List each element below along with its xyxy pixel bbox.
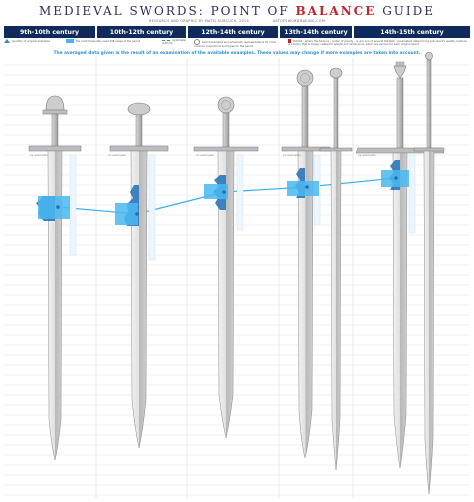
sword-14th-15th-a-blade: [393, 153, 407, 468]
sample-count-12th-14th: xx examples: [196, 153, 214, 157]
sample-count-9th-10th: xx examples: [30, 153, 48, 157]
sword-14th-15th-b-pommel: [426, 52, 433, 60]
sword-9th-10th-pommel: [46, 96, 64, 110]
sample-count-14th-15th: xx examples: [358, 153, 376, 157]
century-header-10th-12th: 10th-12th century: [97, 26, 186, 38]
sample-count-13th-14th: xx examples: [283, 153, 301, 157]
sword-13th-14th-century-a: [282, 70, 330, 458]
pob-range-13th-14th: [287, 181, 319, 196]
sample-count-10th-12th: xx examples: [108, 153, 126, 157]
sword-13th-14th-b-pommel: [330, 68, 342, 78]
sword-12th-14th-century: [194, 97, 258, 438]
sword-13th-14th-a-pommel: [297, 70, 313, 86]
credit-author: RESEARCH AND GRAPHIC BY MATEJ KURCUCH, 2019: [149, 19, 249, 23]
century-header-12th-14th: 12th-14th century: [188, 26, 278, 38]
sword-13th-14th-century-b: [320, 68, 352, 470]
pob-range-9th-10th: [38, 196, 70, 219]
sword-12th-14th-pommel: [218, 97, 234, 113]
averaged-data-note: The averaged data given is the result of an examination of the available examples. These values may change if more examples are taken into account.: [53, 51, 421, 56]
sword-14th-15th-b-blade: [424, 151, 434, 494]
century-header-9th-10th: 9th-10th century: [4, 26, 95, 38]
sword-13th-14th-b-blade: [331, 151, 341, 470]
sword-14th-15th-a-pommel: [394, 66, 406, 78]
page-title: MEDIEVAL SWORDS: POINT OF BALANCE GUIDE: [38, 4, 436, 18]
century-header-13th-14th: 13th-14th century: [280, 26, 352, 38]
pob-range-10th-12th: [115, 203, 138, 225]
credit-website: ARTOFSWORDMAKING.COM: [272, 19, 325, 23]
legend-item-quantity: quantity of original examples: [4, 39, 56, 43]
sword-14th-15th-century-b: [414, 52, 444, 494]
legend-item-pob-range: the most frequently used PoB range of the period: [66, 39, 160, 43]
legend-item-centimeter: centimeter (10mm): [162, 39, 187, 46]
legend-item-pobdist: Pobdist - where the balance - center of gravity - is, per one of several Pobdists - parameters determining just sword's quality, balance is a factor that is closely related to weight and dimensions, which are various for each original sword: [288, 40, 467, 47]
sword-9th-10th-century: [29, 96, 81, 460]
sword-10th-12th-pommel: [128, 103, 150, 115]
legend-item-sword-examples: sword examples and schematic representations for most common proportions and types for the period: [194, 41, 276, 48]
century-header-14th-15th: 14th-15th century: [354, 26, 470, 38]
